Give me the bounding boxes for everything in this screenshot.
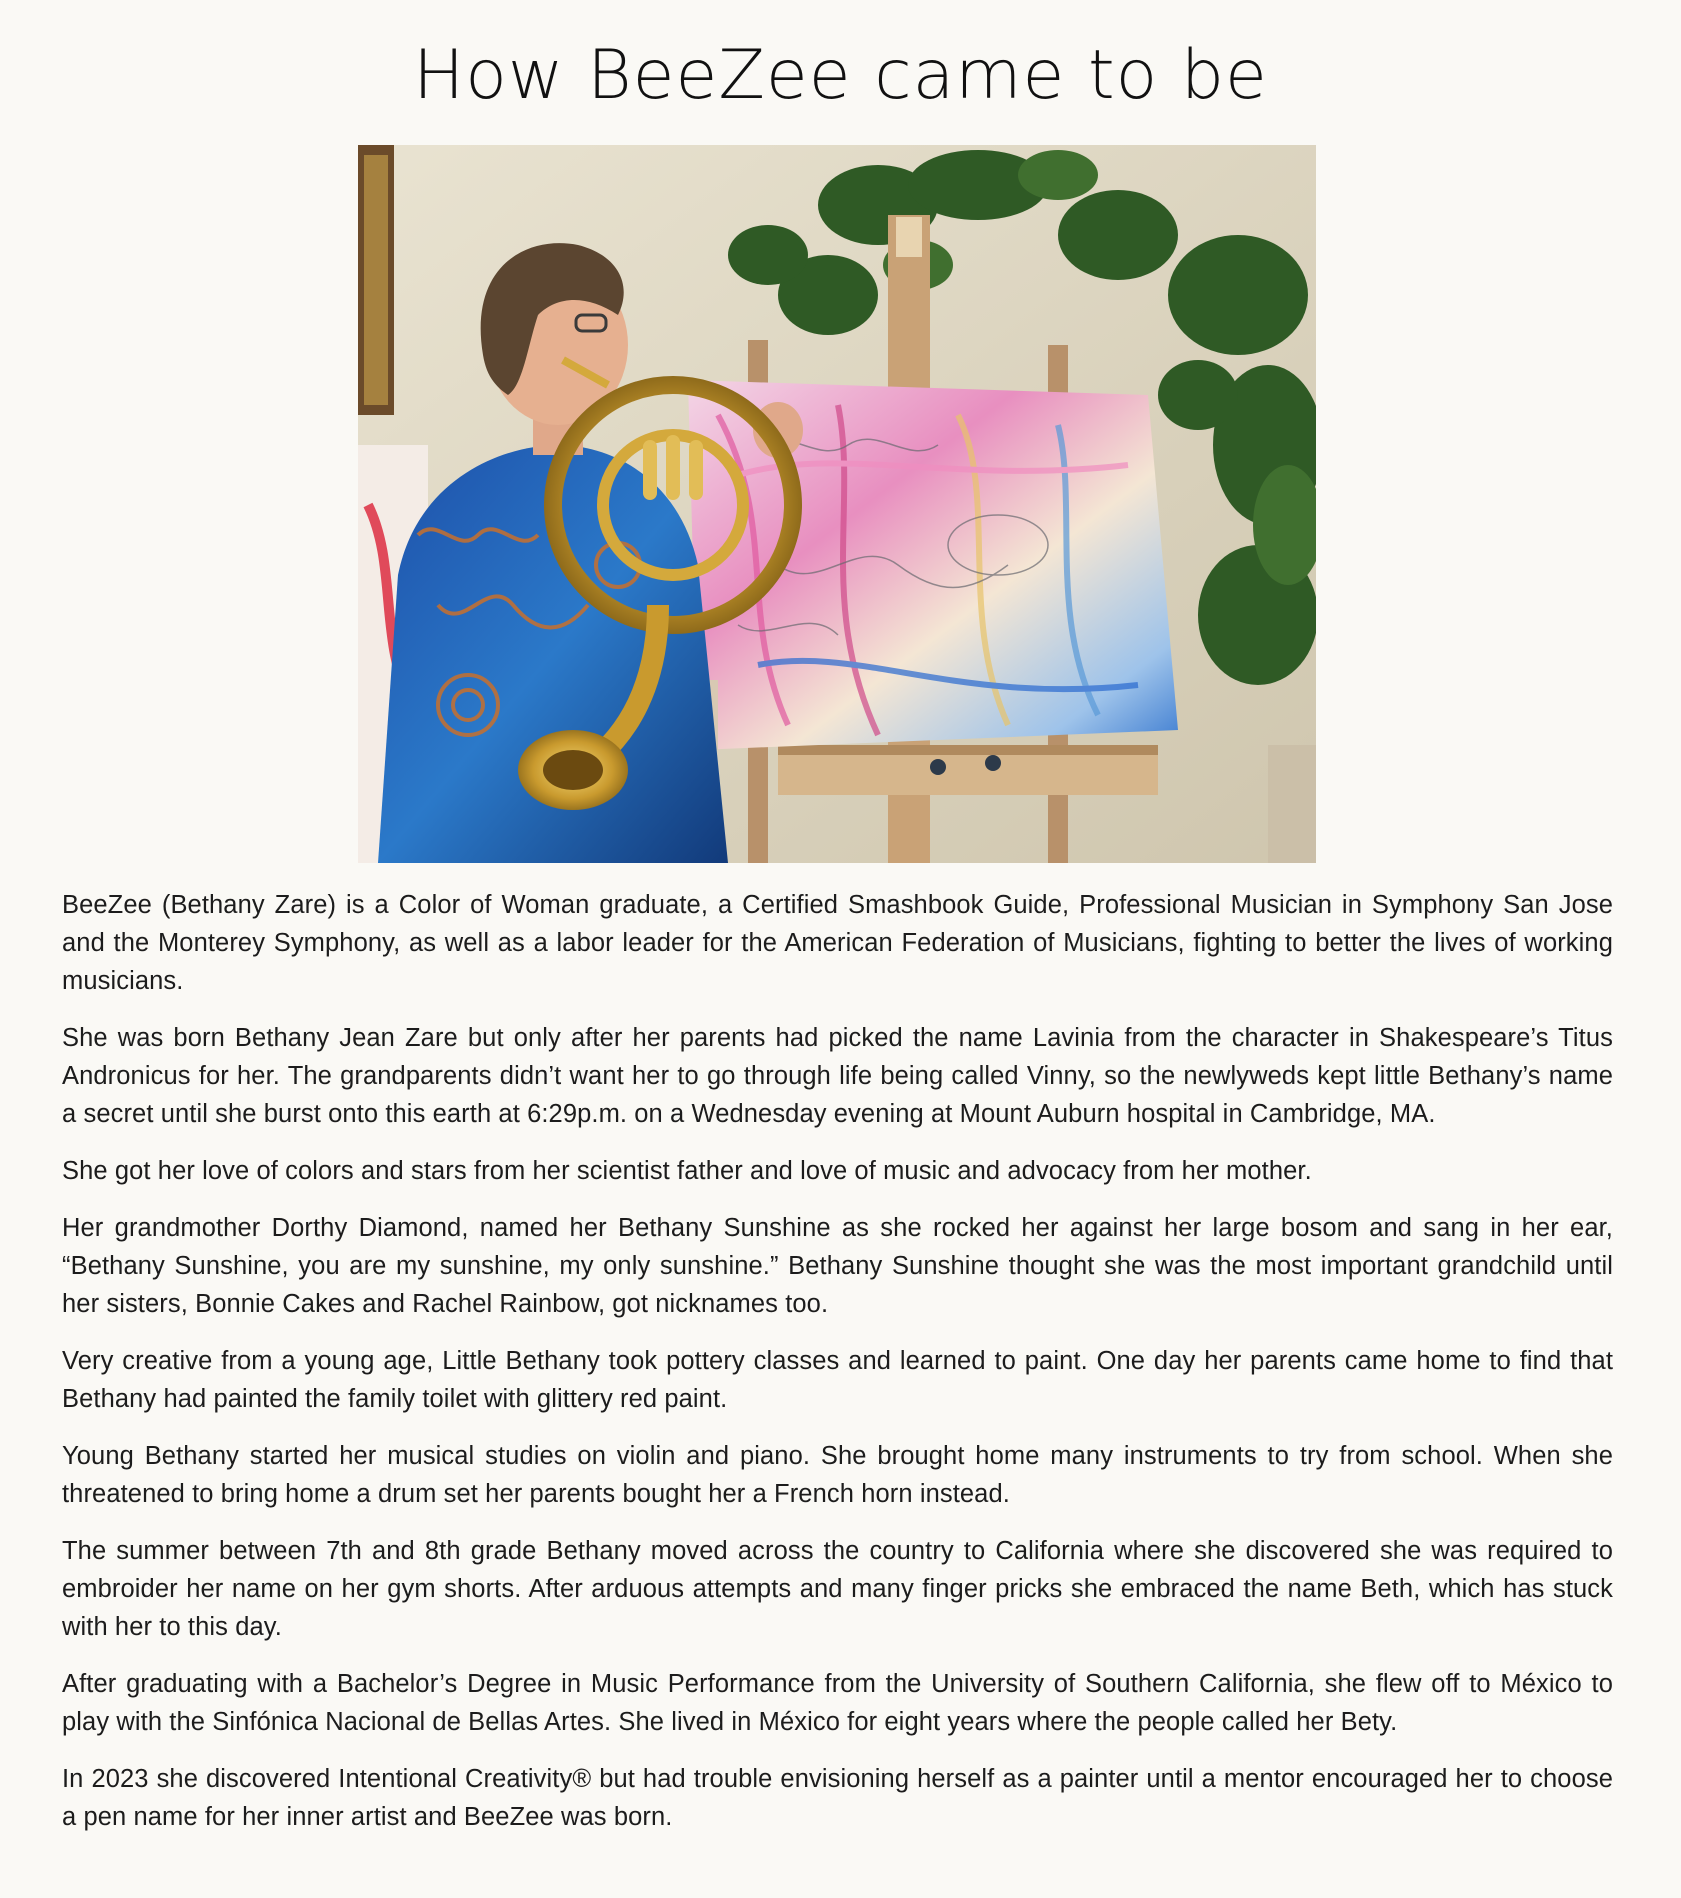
paragraph: After graduating with a Bachelor’s Degree in Music Performance from the University of Southern California, she flew off to México to play with the Sinfónica Nacional de Bellas Artes. She lived in México for eight years where the people called her Bety. bbox=[62, 1670, 1613, 1736]
french-horn-painting-photo-icon bbox=[358, 145, 1316, 863]
paragraph: Young Bethany started her musical studies on violin and piano. She brought home many instruments to try from school. When she threatened to bring home a drum set her parents bought her a French horn instead. bbox=[62, 1442, 1613, 1508]
paragraph: Very creative from a young age, Little Bethany took pottery classes and learned to paint. One day her parents came home to find that Bethany had painted the family toilet with glittery red paint. bbox=[62, 1347, 1613, 1413]
paragraph: Her grandmother Dorthy Diamond, named her Bethany Sunshine as she rocked her against her large bosom and sang in her ear, “Bethany Sunshine, you are my sunshine, my only sunshine.” Bethany Sunshine thought she was the most important grandchild until her sisters, Bonnie Cakes and Rachel Rainbow, got nicknames too. bbox=[62, 1214, 1613, 1318]
paragraph: BeeZee (Bethany Zare) is a Color of Woman graduate, a Certified Smashbook Guide, Professional Musician in Symphony San Jose and the Monterey Symphony, as well as a labor leader for the American Federation of Musicians, fighting to better the lives of working musicians. bbox=[62, 891, 1613, 995]
paragraph: The summer between 7th and 8th grade Bethany moved across the country to California where she discovered she was required to embroider her name on her gym shorts. After arduous attempts and many finger pricks she embraced the name Beth, which has stuck with her to this day. bbox=[62, 1537, 1613, 1641]
paragraph: She got her love of colors and stars from her scientist father and love of music and advocacy from her mother. bbox=[62, 1157, 1312, 1185]
hero-photo bbox=[358, 145, 1316, 863]
bio-text bbox=[62, 886, 1613, 1855]
paragraph: She was born Bethany Jean Zare but only after her parents had picked the name Lavinia from the character in Shakespeare’s Titus Andronicus for her. The grandparents didn’t want her to go through life being called Vinny, so the newlyweds kept little Bethany’s name a secret until she burst onto this earth at 6:29p.m. on a Wednesday evening at Mount Auburn hospital in Cambridge, MA. bbox=[62, 1024, 1613, 1128]
paragraph: In 2023 she discovered Intentional Creativity® but had trouble envisioning herself as a painter until a mentor encouraged her to choose a pen name for her inner artist and BeeZee was born. bbox=[62, 1765, 1613, 1831]
page-title: How BeeZee came to be bbox=[413, 36, 1268, 115]
